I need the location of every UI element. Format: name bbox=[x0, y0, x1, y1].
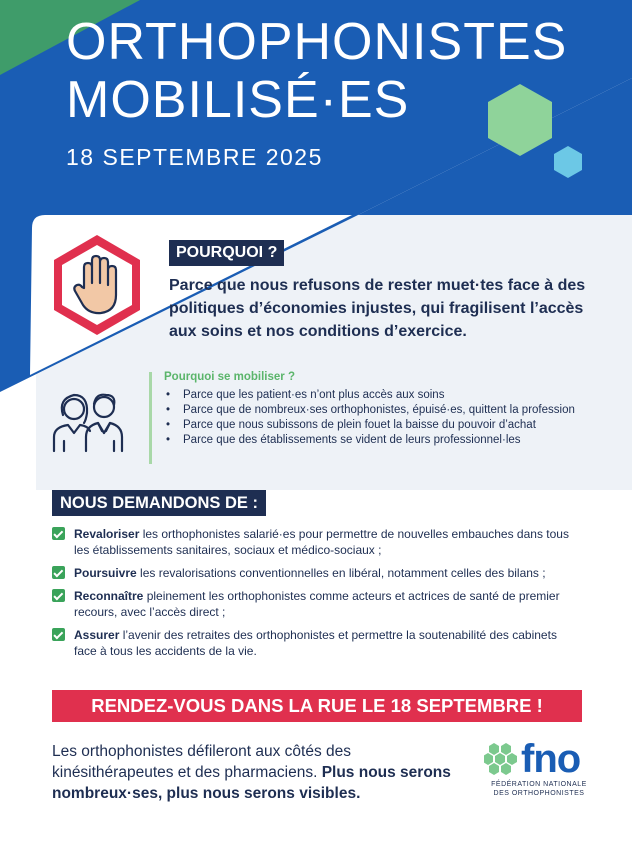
hexagon-green-decoration bbox=[484, 82, 556, 156]
closing-bold-text: Plus nous serons nombreux·ses, plus nous serons visibles. bbox=[52, 764, 451, 802]
list-item bbox=[52, 588, 582, 620]
demandons-list bbox=[52, 526, 582, 666]
check-icon bbox=[52, 527, 65, 540]
check-icon bbox=[52, 628, 65, 641]
list-item: • Parce que des établissements se vident de leurs professionnel·les bbox=[164, 433, 604, 448]
hexagon-blue-decoration bbox=[552, 145, 584, 179]
check-icon bbox=[52, 566, 65, 579]
demandons-tag: NOUS DEMANDONS DE : bbox=[52, 490, 266, 516]
title-line-1: ORTHOPHONISTES bbox=[66, 13, 568, 71]
mobiliser-title: Pourquoi se mobiliser ? bbox=[164, 371, 295, 383]
fno-logo-icon bbox=[484, 741, 522, 779]
demand-keyword: Assurer bbox=[74, 628, 120, 642]
fno-logo-text: fno bbox=[521, 737, 581, 781]
fno-subtitle-line-2: DES ORTHOPHONISTES bbox=[493, 789, 585, 797]
list-item: • Parce que de nombreux·ses orthophonistes, épuisé·es, quittent la profession bbox=[164, 403, 604, 418]
list-item bbox=[52, 526, 582, 558]
list-item bbox=[52, 627, 582, 659]
check-icon bbox=[52, 589, 65, 602]
demand-text: les revalorisations conventionnelles en libéral, notamment celles des bilans ; bbox=[136, 566, 546, 580]
fno-logo-subtitle bbox=[483, 781, 595, 798]
list-item bbox=[52, 565, 582, 581]
pourquoi-text: Parce que nous refusons de rester muet·tes face à des politiques d’économies injustes, qui fragilisent l’accès aux soins et nos conditions d’exercice. bbox=[169, 277, 586, 340]
mobiliser-accent-bar bbox=[149, 372, 152, 464]
title-line-2: MOBILISÉ·ES bbox=[66, 71, 410, 129]
raised-hand-icon bbox=[51, 233, 143, 337]
list-item: • Parce que les patient·es n’ont plus accès aux soins bbox=[164, 388, 604, 403]
demand-keyword: Poursuivre bbox=[74, 566, 137, 580]
pourquoi-tag: POURQUOI ? bbox=[169, 240, 284, 266]
demand-text: les orthophonistes salarié·es pour permettre de nouvelles embauches dans tous les établissements sanitaires, sociaux et médico-sociaux ; bbox=[74, 527, 569, 557]
demand-text: l’avenir des retraites des orthophonistes et permettre la soutenabilité des cabinets face à tous les accidents de la vie. bbox=[74, 628, 557, 658]
closing-text: Les orthophonistes défileront aux côtés des kinésithérapeutes et des pharmaciens. bbox=[52, 743, 351, 781]
mobiliser-list bbox=[164, 388, 604, 448]
event-date: 18 SEPTEMBRE 2025 bbox=[66, 144, 323, 170]
closing-statement bbox=[52, 741, 462, 804]
list-item: • Parce que nous subissons de plein fouet la baisse du pouvoir d’achat bbox=[164, 418, 604, 433]
two-people-icon bbox=[50, 385, 130, 453]
fno-subtitle-line-1: FÉDÉRATION NATIONALE bbox=[491, 781, 587, 788]
demand-keyword: Revaloriser bbox=[74, 527, 140, 541]
call-to-action-banner: RENDEZ-VOUS DANS LA RUE LE 18 SEPTEMBRE ! bbox=[52, 690, 582, 722]
demand-keyword: Reconnaître bbox=[74, 589, 144, 603]
demand-text: pleinement les orthophonistes comme acteurs et actrices de santé de premier recours, avec l’accès direct ; bbox=[74, 589, 560, 619]
